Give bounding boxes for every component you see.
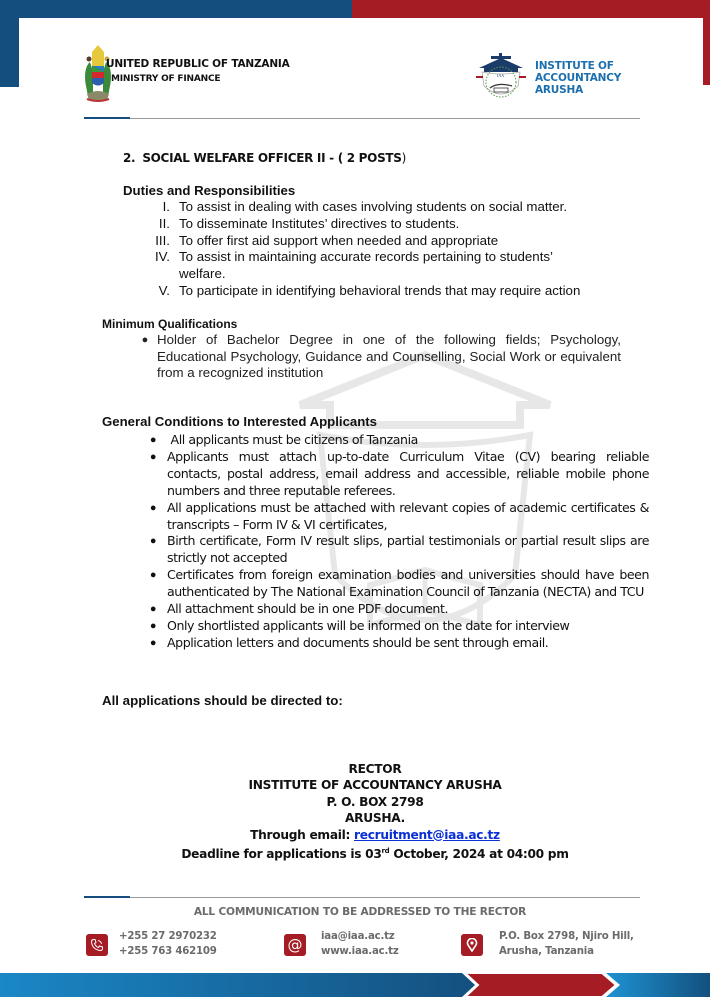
footer-notice: ALL COMMUNICATION TO BE ADDRESSED TO THE RECTOR — [193, 906, 527, 918]
bullet-icon: ● — [149, 603, 157, 616]
recipient-po-box: P. O. BOX 2798 — [326, 794, 424, 809]
list-item — [139, 533, 649, 567]
bullet-icon: ● — [149, 569, 157, 582]
footer-divider — [84, 897, 640, 898]
header-band-red — [352, 0, 710, 18]
list-item-text: Applicants must attach up-to-date Curriculum Vitae (CV) bearing reliable contacts, postal address, email address and accessible, reliable mobile phone numbers and three reputable referees. — [167, 448, 649, 498]
post-title-close: ) — [401, 151, 407, 165]
header-band-blue — [0, 0, 352, 18]
list-item-text: Certificates from foreign examination bodies and universities should have been authenticated by The National Examination Council of Tanzania (NECTA) and TCU — [167, 567, 649, 600]
email-line — [0, 827, 710, 843]
list-item — [139, 567, 649, 601]
bullet-icon: ● — [149, 450, 157, 463]
list-item-text: Birth certificate, Form IV result slips, partial testimonials or partial result slips are strictly not accepted — [167, 533, 649, 566]
institute-name-line: INSTITUTE OF — [535, 60, 614, 72]
bar-segment-red — [465, 973, 616, 997]
list-item — [139, 601, 649, 618]
list-item-text: All applicants must be citizens of Tanzania — [167, 432, 418, 447]
duties-heading: Duties and Responsibilities — [123, 183, 296, 198]
institute-name-line: ACCOUNTANCY — [535, 72, 622, 84]
post-title-text: SOCIAL WELFARE OFFICER II - ( 2 POSTS — [142, 151, 402, 165]
list-item-number: III. — [155, 232, 170, 248]
at-icon: @ — [284, 934, 306, 956]
qualifications-list — [133, 332, 621, 382]
list-item — [133, 332, 621, 382]
duties-list — [123, 199, 643, 300]
list-item — [139, 500, 649, 534]
bullet-icon: ● — [149, 501, 157, 514]
list-item — [139, 635, 649, 652]
list-item-text: To offer first aid support when needed and appropriate — [179, 232, 499, 248]
post-number: 2. — [123, 151, 136, 165]
header-divider — [84, 118, 640, 119]
list-item-text: Holder of Bachelor Degree in one of the following fields; Psychology, Educational Psychology, Guidance and Counselling, Social Work or equivalent from a recognized institution — [157, 332, 621, 381]
deadline-prefix: Deadline for applications is 03 — [181, 847, 382, 862]
recruitment-email-link[interactable]: recruitment@iaa.ac.tz — [354, 827, 500, 842]
phone-icon — [86, 934, 108, 956]
footer-phone: +255 27 2970232 — [119, 931, 217, 942]
bullet-icon: ● — [141, 334, 149, 346]
bullet-icon: ● — [149, 636, 157, 649]
list-item — [139, 449, 649, 500]
qualifications-heading: Minimum Qualifications — [102, 317, 238, 331]
list-item — [123, 283, 643, 300]
conditions-list — [139, 432, 649, 652]
footer-website: www.iaa.ac.tz — [321, 946, 399, 957]
footer-phone: +255 763 462109 — [119, 946, 217, 957]
list-item-text: To disseminate Institutes’ directives to students. — [179, 215, 460, 231]
header-band-red-side — [703, 0, 710, 85]
list-item-number: V. — [158, 282, 170, 298]
deadline-line — [0, 843, 710, 862]
bar-segment-left — [0, 973, 475, 997]
email-label: Through email: — [250, 827, 355, 842]
list-item-text: To assist in maintaining accurate records pertaining to students’ welfare. — [179, 249, 553, 282]
bullet-icon: ● — [149, 434, 157, 446]
list-item — [139, 618, 649, 635]
footer-address-line: P.O. Box 2798, Njiro Hill, — [499, 931, 634, 942]
recipient-institution: INSTITUTE OF ACCOUNTANCY ARUSHA — [248, 778, 502, 793]
list-item-text: All applications must be attached with relevant copies of academic certificates & transcripts – Form IV & VI certificates, — [167, 499, 649, 532]
list-item — [139, 432, 649, 449]
deadline-ordinal: rd — [381, 847, 390, 856]
bar-segment-right — [606, 973, 710, 997]
conditions-heading: General Conditions to Interested Applicants — [102, 414, 378, 429]
list-item-number: II. — [158, 215, 170, 231]
list-item-text: To participate in identifying behavioral trends that may require action — [179, 282, 581, 298]
list-item-text: To assist in dealing with cases involving students on social matter. — [179, 199, 568, 214]
header-institute-name — [535, 60, 621, 96]
coat-of-arms-logo — [81, 42, 115, 104]
list-item-text: Only shortlisted applicants will be informed on the date for interview — [167, 617, 570, 633]
footer-chevron-bar — [0, 973, 710, 997]
footer-divider-accent — [84, 896, 130, 898]
deadline-suffix: October, 2024 at 04:00 pm — [389, 847, 569, 862]
bullet-icon: ● — [149, 535, 157, 548]
footer-address-line: Arusha, Tanzania — [499, 946, 594, 957]
header-country-title: UNITED REPUBLIC OF TANZANIA — [106, 58, 290, 70]
iaa-logo-label: IAA — [497, 73, 505, 78]
list-item — [123, 249, 643, 283]
recipient-city: ARUSHA. — [345, 811, 405, 826]
list-item-text: All attachment should be in one PDF document. — [167, 601, 448, 617]
recipient-title: RECTOR — [348, 762, 402, 776]
list-item-text: Application letters and documents should be sent through email. — [167, 634, 549, 650]
footer-email: iaa@iaa.ac.tz — [321, 931, 395, 942]
recipient-address-block — [0, 761, 710, 863]
list-item — [123, 216, 643, 233]
directed-heading: All applications should be directed to: — [102, 693, 343, 708]
post-title — [123, 151, 406, 165]
bullet-icon: ● — [149, 619, 157, 632]
iaa-logo — [474, 52, 528, 104]
location-pin-icon — [461, 934, 483, 956]
list-item — [123, 233, 643, 250]
list-item-number: IV. — [154, 249, 170, 265]
list-item — [123, 199, 643, 216]
footer-contact-web — [321, 929, 399, 959]
list-item-number: I. — [162, 199, 170, 214]
header-ministry-subtitle: MINISTRY OF FINANCE — [111, 74, 221, 84]
footer-phones — [119, 929, 217, 959]
footer-address — [499, 929, 634, 959]
institute-name-line: ARUSHA — [535, 84, 584, 96]
header-divider-accent — [84, 117, 130, 119]
